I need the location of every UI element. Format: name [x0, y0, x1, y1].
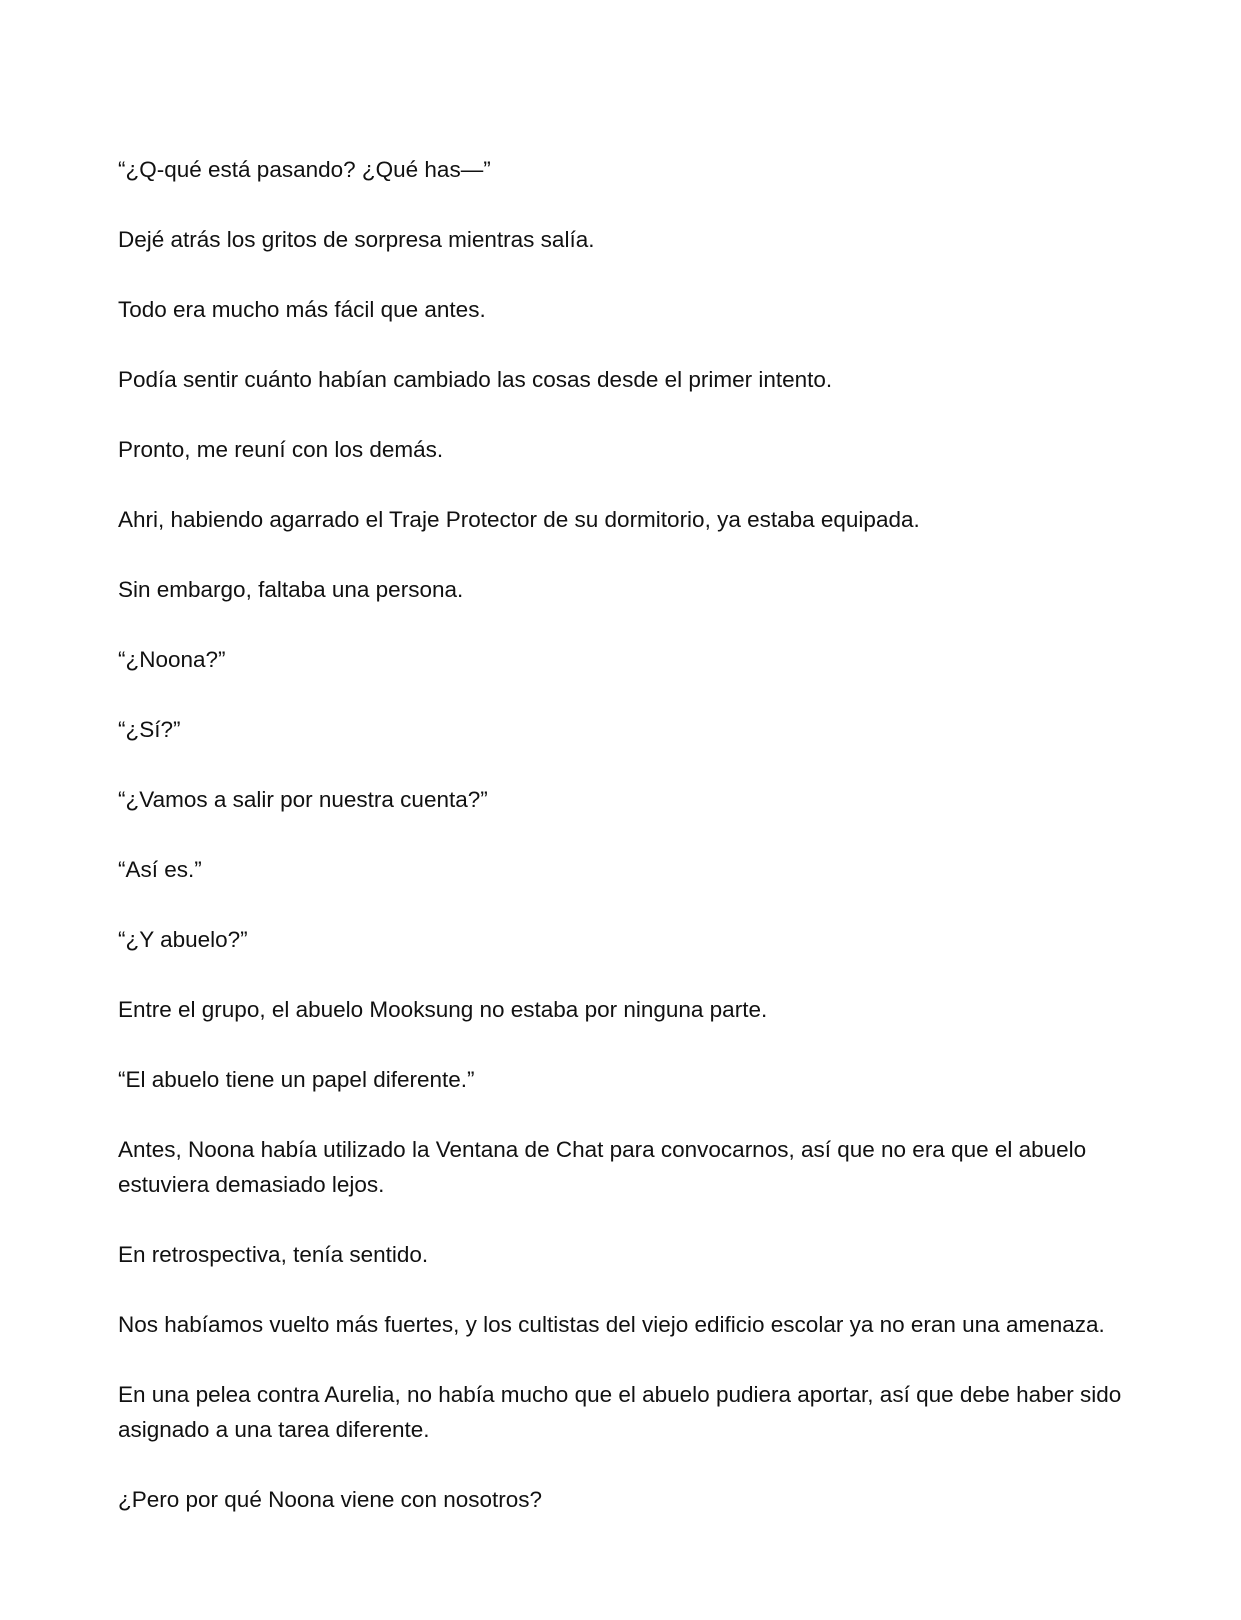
- paragraph: Todo era mucho más fácil que antes.: [118, 297, 486, 322]
- paragraph: Podía sentir cuánto habían cambiado las cosas desde el primer intento.: [118, 367, 833, 392]
- paragraph: Entre el grupo, el abuelo Mooksung no estaba por ninguna parte.: [118, 997, 768, 1022]
- paragraph: Sin embargo, faltaba una persona.: [118, 577, 464, 602]
- paragraph: Pronto, me reuní con los demás.: [118, 437, 444, 462]
- paragraph: “El abuelo tiene un papel diferente.”: [118, 1067, 475, 1092]
- document-body: [118, 152, 1128, 1552]
- paragraph: “¿Y abuelo?”: [118, 927, 248, 952]
- paragraph: En una pelea contra Aurelia, no había mucho que el abuelo pudiera aportar, así que debe haber sido asignado a una tarea diferente.: [118, 1382, 1122, 1442]
- paragraph: Antes, Noona había utilizado la Ventana de Chat para convocarnos, así que no era que el abuelo estuviera demasiado lejos.: [118, 1137, 1087, 1197]
- paragraph: ¿Pero por qué Noona viene con nosotros?: [118, 1487, 543, 1512]
- paragraph: “¿Noona?”: [118, 647, 226, 672]
- paragraph: Nos habíamos vuelto más fuertes, y los cultistas del viejo edificio escolar ya no eran una amenaza.: [118, 1312, 1105, 1337]
- paragraph: “¿Vamos a salir por nuestra cuenta?”: [118, 787, 488, 812]
- paragraph: Dejé atrás los gritos de sorpresa mientras salía.: [118, 227, 595, 252]
- paragraph: “Así es.”: [118, 857, 202, 882]
- paragraph: “¿Q-qué está pasando? ¿Qué has—”: [118, 157, 491, 182]
- paragraph: Ahri, habiendo agarrado el Traje Protector de su dormitorio, ya estaba equipada.: [118, 507, 920, 532]
- paragraph: En retrospectiva, tenía sentido.: [118, 1242, 429, 1267]
- paragraph: “¿Sí?”: [118, 717, 181, 742]
